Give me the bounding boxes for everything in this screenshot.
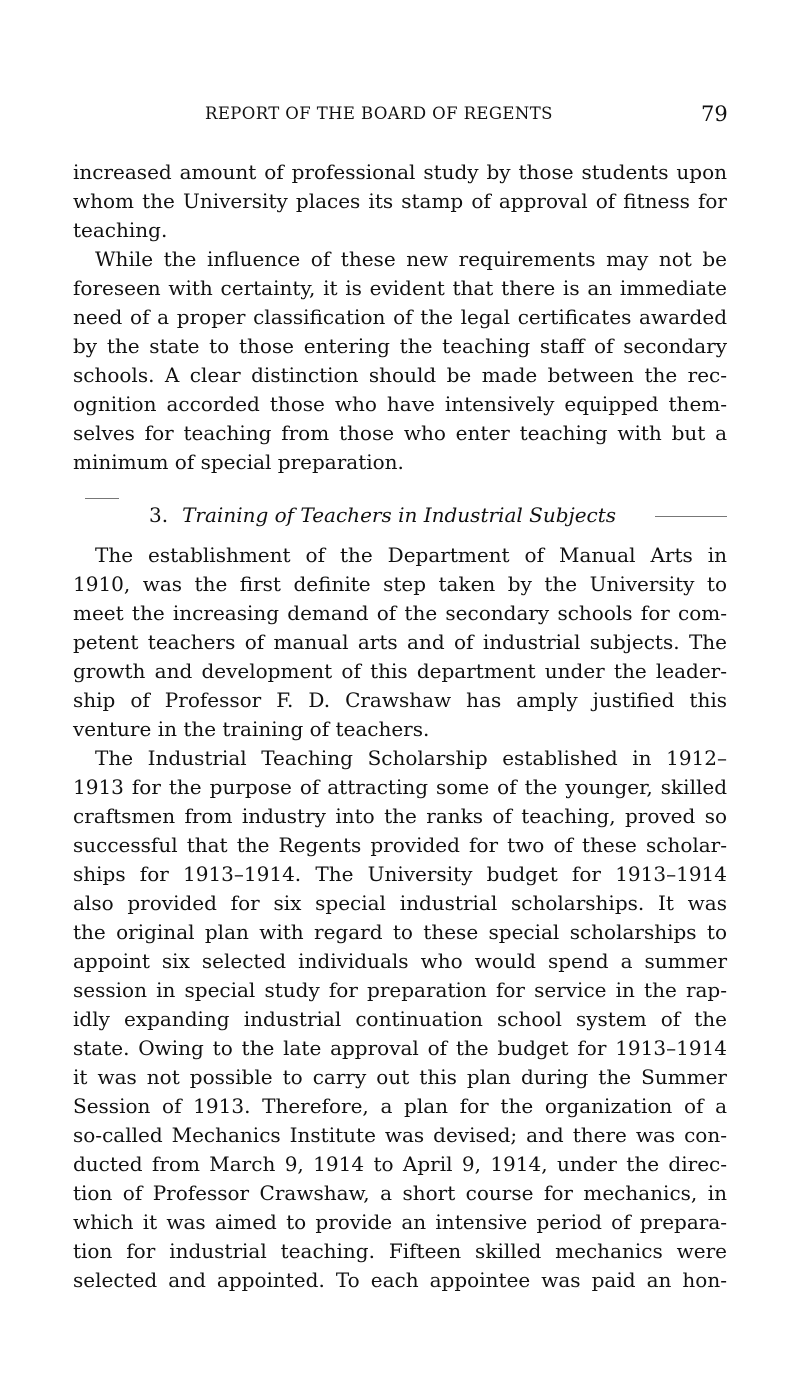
text-line: selves for teaching from those who enter teaching with but a <box>73 421 727 445</box>
section-number: 3. <box>149 503 169 527</box>
text-line: The Industrial Teaching Scholarship established in 1912– <box>95 746 727 770</box>
text-line: 1910, was the first definite step taken by the University to <box>73 572 727 596</box>
text-line: by the state to those entering the teaching staff of secondary <box>73 334 727 358</box>
text-line: selected and appointed. To each appointee was paid an hon- <box>73 1268 727 1292</box>
decorative-rule <box>85 498 119 499</box>
text-line: the original plan with regard to these special scholarships to <box>73 920 727 944</box>
section-heading <box>0 500 798 532</box>
text-line: petent teachers of manual arts and of industrial subjects. The <box>73 630 727 654</box>
text-line: Session of 1913. Therefore, a plan for the organization of a <box>73 1094 727 1118</box>
text-line: idly expanding industrial continuation school system of the <box>73 1007 727 1031</box>
text-line: also provided for six special industrial scholarships. It was <box>73 891 727 915</box>
text-line: increased amount of professional study by those students upon <box>73 160 727 184</box>
text-line: whom the University places its stamp of approval of fitness for <box>73 189 727 213</box>
text-line: session in special study for preparation for service in the rap- <box>73 978 727 1002</box>
section-title: Training of Teachers in Industrial Subjects <box>182 503 617 527</box>
text-line: ducted from March 9, 1914 to April 9, 1914, under the direc- <box>73 1152 727 1176</box>
text-line: state. Owing to the late approval of the budget for 1913–1914 <box>73 1036 727 1060</box>
text-line: tion of Professor Crawshaw, a short course for mechanics, in <box>73 1181 727 1205</box>
text-line: which it was aimed to provide an intensive period of prepara- <box>73 1210 727 1234</box>
text-line: ognition accorded those who have intensively equipped them- <box>73 392 727 416</box>
section-2-body <box>73 541 727 1295</box>
text-line: tion for industrial teaching. Fifteen skilled mechanics were <box>73 1239 727 1263</box>
text-line: venture in the training of teachers. <box>73 717 430 741</box>
text-line: The establishment of the Department of Manual Arts in <box>95 543 727 567</box>
text-line: ship of Professor F. D. Crawshaw has amply justified this <box>73 688 727 712</box>
text-line: ships for 1913–1914. The University budget for 1913–1914 <box>73 862 727 886</box>
text-line: it was not possible to carry out this plan during the Summer <box>73 1065 727 1089</box>
text-line: While the influence of these new requirements may not be <box>95 247 727 271</box>
text-line: appoint six selected individuals who would spend a summer <box>73 949 727 973</box>
text-line: schools. A clear distinction should be made between the rec- <box>73 363 727 387</box>
text-line: 1913 for the purpose of attracting some of the younger, skilled <box>73 775 727 799</box>
running-title: REPORT OF THE BOARD OF REGENTS <box>205 104 553 123</box>
text-line: minimum of special preparation. <box>73 450 404 474</box>
text-line: need of a proper classification of the legal certificates awarded <box>73 305 727 329</box>
text-line: successful that the Regents provided for two of these scholar- <box>73 833 727 857</box>
text-line: teaching. <box>73 218 168 242</box>
text-line: craftsmen from industry into the ranks of teaching, proved so <box>73 804 727 828</box>
text-line: foreseen with certainty, it is evident that there is an immediate <box>73 276 727 300</box>
text-line: meet the increasing demand of the secondary schools for com- <box>73 601 727 625</box>
text-line: growth and development of this department under the leader- <box>73 659 727 683</box>
section-1-body <box>73 158 727 477</box>
page-number: 79 <box>701 102 728 126</box>
page-header <box>0 104 798 130</box>
text-line: so-called Mechanics Institute was devised; and there was con- <box>73 1123 727 1147</box>
